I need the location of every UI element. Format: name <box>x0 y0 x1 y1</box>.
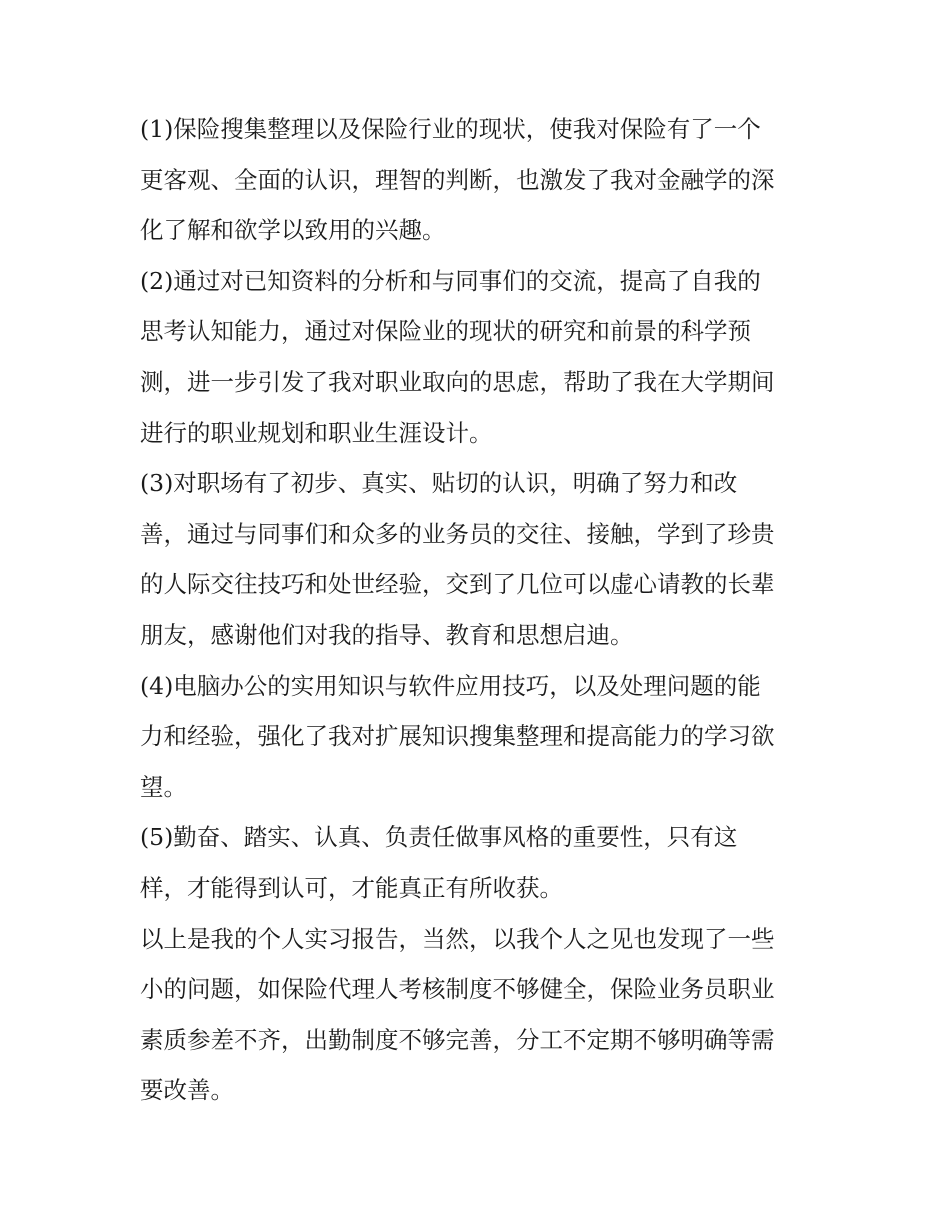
text-line: 化了解和欲学以致用的兴趣。 <box>140 216 446 245</box>
text-line: 力和经验，强化了我对扩展知识搜集整理和提高能力的学习欲 <box>140 722 775 751</box>
text-line: 小的问题，如保险代理人考核制度不够健全，保险业务员职业 <box>140 975 775 1004</box>
document-page <box>140 104 820 1116</box>
text-line: (1)保险搜集整理以及保险行业的现状，使我对保险有了一个 <box>140 115 761 143</box>
paragraph-6 <box>140 914 820 1116</box>
text-line: 更客观、全面的认识，理智的判断，也激发了我对金融学的深 <box>140 165 775 194</box>
text-line: 思考认知能力，通过对保险业的现状的研究和前景的科学预 <box>140 317 751 346</box>
paragraph-2 <box>140 256 820 458</box>
text-line: 的人际交往技巧和处世经验，交到了几位可以虚心请教的长辈 <box>140 570 775 599</box>
text-line: 善，通过与同事们和众多的业务员的交往、接触，学到了珍贵 <box>140 519 775 548</box>
paragraph-3 <box>140 458 820 660</box>
text-line: 素质参差不齐，出勤制度不够完善，分工不定期不够明确等需 <box>140 1025 775 1054</box>
text-line: 样，才能得到认可，才能真正有所收获。 <box>140 873 563 902</box>
paragraph-4 <box>140 661 820 813</box>
paragraph-1 <box>140 104 820 256</box>
text-line: (3)对职场有了初步、真实、贴切的认识，明确了努力和改 <box>140 469 738 498</box>
text-line: (4)电脑办公的实用知识与软件应用技巧，以及处理问题的能 <box>140 671 761 700</box>
text-line: 进行的职业规划和职业生涯设计。 <box>140 418 493 447</box>
paragraph-5 <box>140 812 820 913</box>
text-line: 以上是我的个人实习报告，当然，以我个人之见也发现了一些 <box>140 924 775 953</box>
text-line: (2)通过对已知资料的分析和与同事们的交流，提高了自我的 <box>140 266 761 295</box>
text-line: 测，进一步引发了我对职业取向的思虑，帮助了我在大学期间 <box>140 367 775 396</box>
text-line: (5)勤奋、踏实、认真、负责任做事风格的重要性，只有这 <box>140 823 738 852</box>
text-line: 朋友，感谢他们对我的指导、教育和思想启迪。 <box>140 620 634 649</box>
text-line: 望。 <box>140 772 187 801</box>
text-line: 要改善。 <box>140 1076 234 1105</box>
